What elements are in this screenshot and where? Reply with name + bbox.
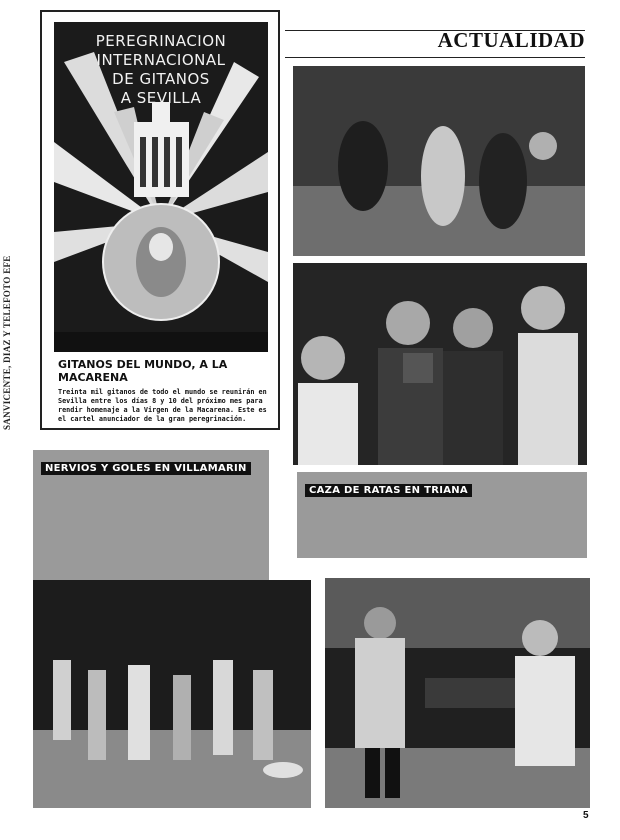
poster-card (40, 10, 280, 430)
photo-player-fans (325, 578, 590, 808)
poster-image (54, 22, 268, 352)
poster-title (54, 32, 268, 108)
poster-title-line: INTERNACIONAL (96, 51, 226, 69)
poster-title-line: DE GITANOS (112, 70, 210, 88)
photo-credit: SANVICENTE, DIAZ Y TELEFOTO EFE (2, 255, 12, 430)
article-title: NERVIOS Y GOLES EN VILLAMARIN (41, 462, 251, 475)
header-rule-bottom (285, 57, 585, 58)
photo-football-match (33, 580, 311, 808)
poster-caption-title: GITANOS DEL MUNDO, A LA MACARENA (58, 358, 228, 384)
page-number: 5 (583, 810, 589, 821)
poster-caption-body: Treinta mil gitanos de todo el mundo se reunirán en Sevilla entre los días 8 y 10 del próximo mes para rendir homenaje a la Virgen de la Macarena. Este es el cartel anunciador de la gran peregrinación. (58, 388, 267, 423)
article-title: CAZA DE RATAS EN TRIANA (305, 484, 472, 497)
poster-title-line: A SEVILLA (120, 89, 202, 107)
photo-rat-hunt-1-image (293, 66, 585, 256)
photo-football-match-image (33, 580, 311, 808)
section-title: ACTUALIDAD (437, 28, 585, 52)
poster-title-line: PEREGRINACION (95, 32, 227, 50)
article-villamarin (33, 450, 269, 593)
photo-boys-group (293, 263, 587, 465)
photo-boys-group-image (293, 263, 587, 465)
photo-rat-hunt-1 (293, 66, 585, 256)
photo-player-fans-image (325, 578, 590, 808)
article-triana (297, 472, 587, 558)
